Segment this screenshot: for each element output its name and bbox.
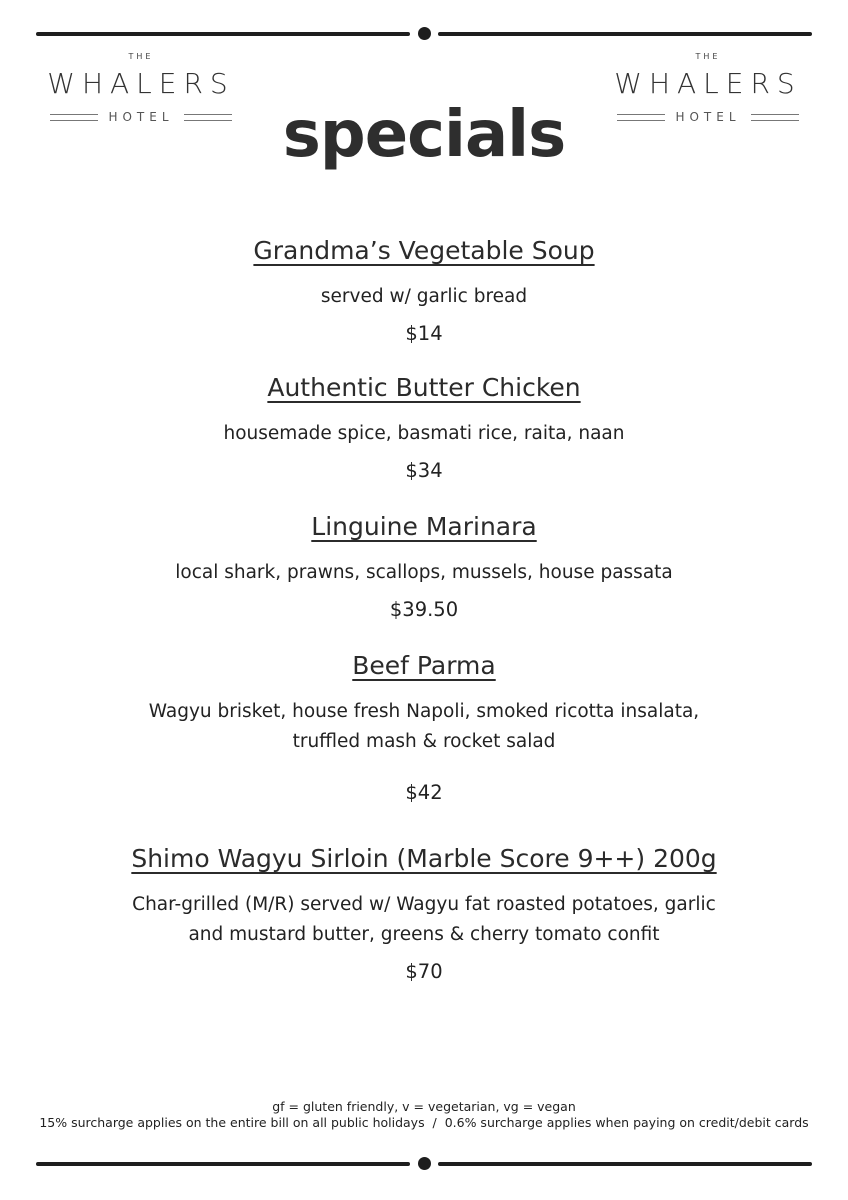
item-price: $39.50: [389, 598, 459, 621]
item-description-line: and mustard butter, greens & cherry tomato confit: [188, 924, 660, 945]
menu-item: [0, 844, 848, 983]
page-title: specials: [282, 98, 566, 172]
divider-line: [438, 1162, 812, 1166]
item-description: served w/ garlic bread: [320, 286, 528, 307]
item-price: $34: [405, 459, 443, 482]
divider-line: [36, 1162, 410, 1166]
logo-hotel: HOTEL: [675, 110, 741, 124]
menu-item: [0, 373, 848, 482]
dietary-legend: gf = gluten friendly, v = vegetarian, vg = vegan: [272, 1099, 576, 1114]
divider-dot: [418, 27, 431, 40]
item-description: [0, 890, 848, 950]
menu-item: [0, 236, 848, 345]
logo-name: WHALERS: [47, 67, 235, 100]
top-divider: [36, 28, 812, 40]
item-description: housemade spice, basmati rice, raita, naan: [223, 423, 625, 444]
logo-the: THE: [128, 52, 154, 61]
menu-item: [0, 512, 848, 621]
item-price: $70: [405, 960, 443, 983]
item-description: local shark, prawns, scallops, mussels, house passata: [175, 562, 673, 583]
menu-item: [0, 651, 848, 804]
item-description-line: Wagyu brisket, house fresh Napoli, smoked ricotta insalata,: [148, 701, 700, 722]
item-name: Linguine Marinara: [311, 512, 537, 541]
bottom-divider: [36, 1158, 812, 1170]
item-description-line: Char-grilled (M/R) served w/ Wagyu fat roasted potatoes, garlic: [132, 894, 716, 915]
logo-name: WHALERS: [614, 67, 802, 100]
item-description-line: truffled mash & rocket salad: [292, 731, 556, 752]
divider-line: [438, 32, 812, 36]
item-name: Shimo Wagyu Sirloin (Marble Score 9++) 200g: [131, 844, 717, 873]
specials-menu: [0, 236, 848, 983]
logo-the: THE: [695, 52, 721, 61]
item-description: [0, 697, 848, 757]
divider-dot: [418, 1157, 431, 1170]
item-name: Beef Parma: [352, 651, 496, 680]
logo-hotel: HOTEL: [108, 110, 174, 124]
menu-footer: [0, 1099, 848, 1131]
surcharge-note: 15% surcharge applies on the entire bill on all public holidays / 0.6% surcharge applies when paying on credit/debit cards: [39, 1115, 809, 1130]
item-price: $14: [405, 322, 443, 345]
item-name: Authentic Butter Chicken: [267, 373, 581, 402]
divider-line: [36, 32, 410, 36]
item-price: $42: [405, 781, 443, 804]
item-name: Grandma’s Vegetable Soup: [253, 236, 595, 265]
